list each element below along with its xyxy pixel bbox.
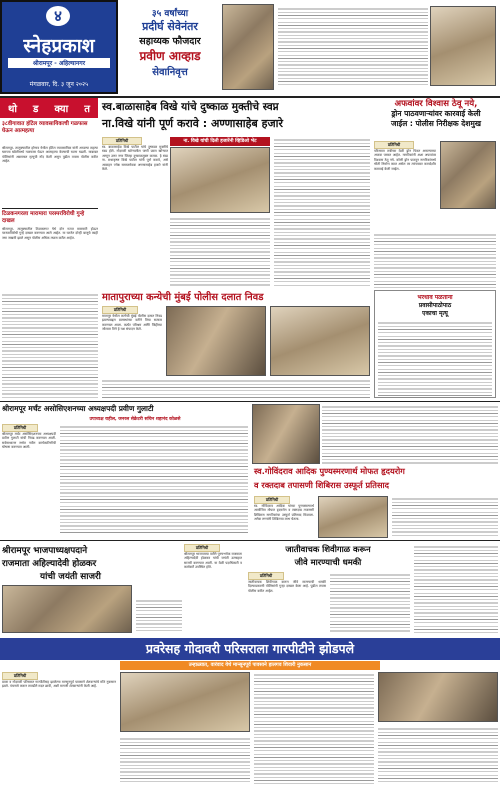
main-story-text: स्व. बाळासाहेब विखे पाटील यांचे दुष्काळ मुक्तीचे स्वप्न होते. गोदावरी खोऱ्यातील पाणी प्रवरा खोऱ्यात आणून उत्तर नगर जिल्हा दुष्काळमुक्त करावा. हे स्वप्न ना. राधाकृष्ण विखे पाटील यांनी पूर्ण करावे, असे आवाहन ज्येष्ठ समाजसेवक अण्णासाहेब हजारे यांनी केले. [102, 145, 168, 172]
matapur-headline: मातापुराच्या कन्येची मुंबई पोलीस दलात निवड [102, 292, 264, 303]
retirement-promo [120, 0, 220, 94]
hailstorm-banner [0, 638, 500, 660]
byline-tag: प्रतिनिधी [102, 306, 138, 314]
felicitation-photo-1 [166, 306, 266, 376]
promo-line5: सेवानिवृत्त [152, 67, 188, 78]
hailstorm-text: प्रवरा व गोदावरी परिसरात गारपीटीसह झालेल्या मान्सूनपूर्व पावसाने शेतकऱ्यांचे मोठे नुकसान झाले. पंचनामे करून तातडीने मदत द्यावी, अशी मागणी शेतकऱ्यांनी केली आहे. [2, 680, 116, 689]
bjp-headline-1: श्रीरामपूर भाजपाध्यक्षपदाने [2, 546, 88, 556]
caste-abuse-text: जातीवाचक शिवीगाळ करून जीवे मारण्याची धमकी दिल्याप्रकरणी पोलिसांनी गुन्हा दाखल केला आहे. पुढील तपास पोलीस करीत आहेत. [248, 580, 326, 593]
ribbon [0, 98, 98, 118]
small-box-line2: प्रवासीपाठोपाठ [418, 302, 452, 309]
right-headline-2: ड्रोन पाठवणाऱ्यांवर कारवाई केली [391, 109, 481, 118]
hail-crop-photo [378, 672, 498, 722]
top-right-text [278, 6, 428, 88]
left-column-filler [2, 292, 98, 398]
byline-tag: प्रतिनिधी [254, 496, 290, 504]
byline-tag: प्रतिनिधी [374, 141, 414, 149]
hailstorm-cont2 [120, 736, 250, 784]
bjp-headline-2: राजमाता अहिल्यादेवी होळकर [2, 559, 97, 569]
main-story-cont2 [274, 137, 370, 287]
left-brief-text-2: श्रीरामपूर- तालुक्यातील टिळकनगर येथे दोन गटात मारामारी होऊन परस्परविरोधी गुन्हे दाखल करण्यात आले आहेत. या घटनेत दोन्ही बाजूचे काही जण जखमी झाले असून पोलीस अधिक तपास करीत आहेत. [2, 227, 98, 240]
hailstorm-cont [254, 672, 374, 784]
banner-subhead: उन्हाळ्यात, वारंवाद येथे मान्सूनपूर्व पावसाने हालगव शिवारी नुकसान [120, 661, 380, 670]
merchant-cont [60, 424, 248, 534]
ribbon-word: क्या [54, 104, 69, 115]
matapur-text: मातापूर येथील कन्येची मुंबई पोलीस दलात निवड झाल्याबद्दल ग्रामस्थांच्या वतीने तिचा सत्कार करण्यात आला. कठोर परिश्रम आणि जिद्दीच्या जोरावर तिने हे यश संपादन केले. [102, 314, 162, 332]
health-camp-cont2 [392, 496, 498, 538]
byline-tag: प्रतिनिधी [248, 572, 284, 580]
right-headline-3: जाईल : पोलीस निरीक्षक देशमुख [391, 119, 481, 128]
byline-tag: प्रतिनिधी [184, 544, 220, 552]
right-headline-1: अफवांवर विश्वास ठेवू नये, [394, 99, 478, 109]
bjp-headline-3: यांची जयंती साजरी [40, 572, 101, 582]
masthead-date: मंगळवार, दि. ३ जून २०२५ [29, 81, 89, 88]
banner-headline: प्रवरेसह गोदावरी परिसराला गारपीटीने झोडपले [145, 641, 355, 656]
health-camp-cont [322, 404, 498, 464]
byline-tag: प्रतिनिधी [102, 137, 142, 145]
divider [2, 208, 98, 209]
health-camp-text: स्व. गोविंदराव आदिक यांच्या पुण्यस्मरणार्थ आयोजित मोफत हृदयरोग व रक्तदाब तपासणी शिबिरास नागरिकांचा उस्फूर्त प्रतिसाद मिळाला. अनेक रुग्णांनी शिबिराचा लाभ घेतला. [254, 504, 314, 522]
top-right-photo [430, 6, 496, 86]
small-box-line1: भरधाव पळताना [417, 294, 453, 301]
right-headline-box [374, 98, 498, 138]
page-number: ४ [46, 6, 70, 26]
masthead [0, 0, 118, 94]
right-column-cont [414, 544, 498, 634]
main-headline-1: स्व.बाळासाहेब विखे यांचे दुष्काळ मुक्तीचे स्वप्न [102, 101, 279, 113]
drone-story-text: परिसरात रात्रीच्या वेळी ड्रोन फिरत असल्याच्या अफवा पसरत आहेत. नागरिकांनी अशा अफवांवर विश्वास ठेवू नये. कोणी ड्रोन पाठवून नागरिकांमध्ये भीती निर्माण करत असेल तर त्यांच्यावर कायदेशीर कारवाई केली जाईल. [374, 149, 436, 171]
byline-tag: प्रतिनिधी [2, 672, 38, 680]
ribbon-word: थो [8, 104, 17, 115]
merchant-text: श्रीरामपूर मर्चंट असोसिएशनच्या अध्यक्षपदी प्रवीण गुलाटी यांची निवड करण्यात आली. सर्वसाधारण सभेत नवीन कार्यकारिणीची घोषणा करण्यात आली. [2, 432, 56, 450]
main-photo [170, 147, 270, 213]
divider [0, 540, 500, 541]
matapur-cont [102, 378, 370, 398]
left-brief-headline-1: ३८वीगावात हॉटेल व्यावसायिकाची गळफास घेऊन आत्महत्या [2, 121, 88, 134]
small-news-box [374, 290, 496, 398]
small-box-line3: एकाचा मृत्यू [422, 310, 448, 317]
promo-line2: प्रदीर्घ सेवेनंतर [142, 20, 198, 33]
small-box-text [378, 320, 492, 396]
felicitation-photo-2 [270, 306, 370, 376]
main-headline-2: ना.विखे यांनी पूर्ण करावे : अण्णासाहेब हजारे [102, 117, 283, 130]
masthead-title: स्नेहप्रकाश [23, 35, 95, 57]
health-camp-photo [252, 404, 320, 464]
caste-abuse-headline-1: जातीवाचक शिवीगाळ करून [285, 544, 371, 554]
promo-line4: प्रवीण आव्हाड [139, 49, 201, 63]
bjp-text: श्रीरामपूर भाजपाच्या वतीने पुण्यश्लोक राजमाता अहिल्यादेवी होळकर यांची जयंती उत्साहात साजरी करण्यात आली. या वेळी पदाधिकारी व कार्यकर्ते उपस्थित होते. [184, 552, 242, 570]
bjp-event-photo [2, 585, 132, 633]
health-camp-headline-2: व रक्तदाब तपासणी शिबिरास उस्फूर्त प्रतिसाद [254, 480, 389, 490]
promo-line1: ३५ वर्षांच्या [151, 9, 189, 19]
byline-tag: प्रतिनिधी [2, 424, 38, 432]
caste-abuse-headline-2: जीवे मारण्याची धमकी [294, 557, 362, 567]
main-story-cont [170, 216, 270, 288]
left-brief-headline-2: टिळकनगरला मारामारा परस्परविरोधी गुन्हे दाखल [2, 211, 85, 224]
health-camp-photo-2 [318, 496, 388, 538]
caste-abuse-cont [330, 572, 410, 632]
bjp-cont [136, 598, 182, 632]
ribbon-word: त [84, 104, 90, 115]
health-camp-headline-1: स्व.गोविंदराव आदिक पुण्यस्मरणार्थ मोफत हृदयरोग [254, 466, 405, 476]
merchant-headline: श्रीरामपूर मर्चंट असोसिएशनच्या अध्यक्षपदी प्रवीण गुलाटी [2, 404, 154, 413]
left-brief-text-1: श्रीरामपूर- तालुक्यातील हरेगाव येथील हॉटेल व्यावसायिक यांनी आपल्या राहत्या घराच्या खोलीमध्ये गळफास घेऊन आत्महत्या केल्याची घटना घडली. याबाबत पोलिसांनी अकस्मात मृत्यूची नोंद केली असून पुढील तपास पोलीस करीत आहेत. [2, 146, 98, 164]
ribbon-word: ड [33, 104, 39, 115]
main-photo-caption: ना. विखे यांची दिली हजारेंनी व्हिडिओ भेट [170, 137, 270, 146]
divider [0, 401, 500, 402]
promo-portrait [222, 4, 274, 90]
hailstorm-cont3 [378, 726, 498, 784]
masthead-subtitle: श्रीरामपूर - अहिल्यानगर [8, 58, 110, 68]
merchant-subhead: उपाध्यक्ष राहील, जनरल सेक्रेटरी सचिन शहानंद कोळसे [89, 417, 181, 422]
promo-line3: सहाय्यक फौजदार [139, 36, 201, 47]
drone-story-cont [374, 232, 496, 288]
police-officer-photo [440, 141, 496, 209]
hail-field-photo [120, 672, 250, 732]
